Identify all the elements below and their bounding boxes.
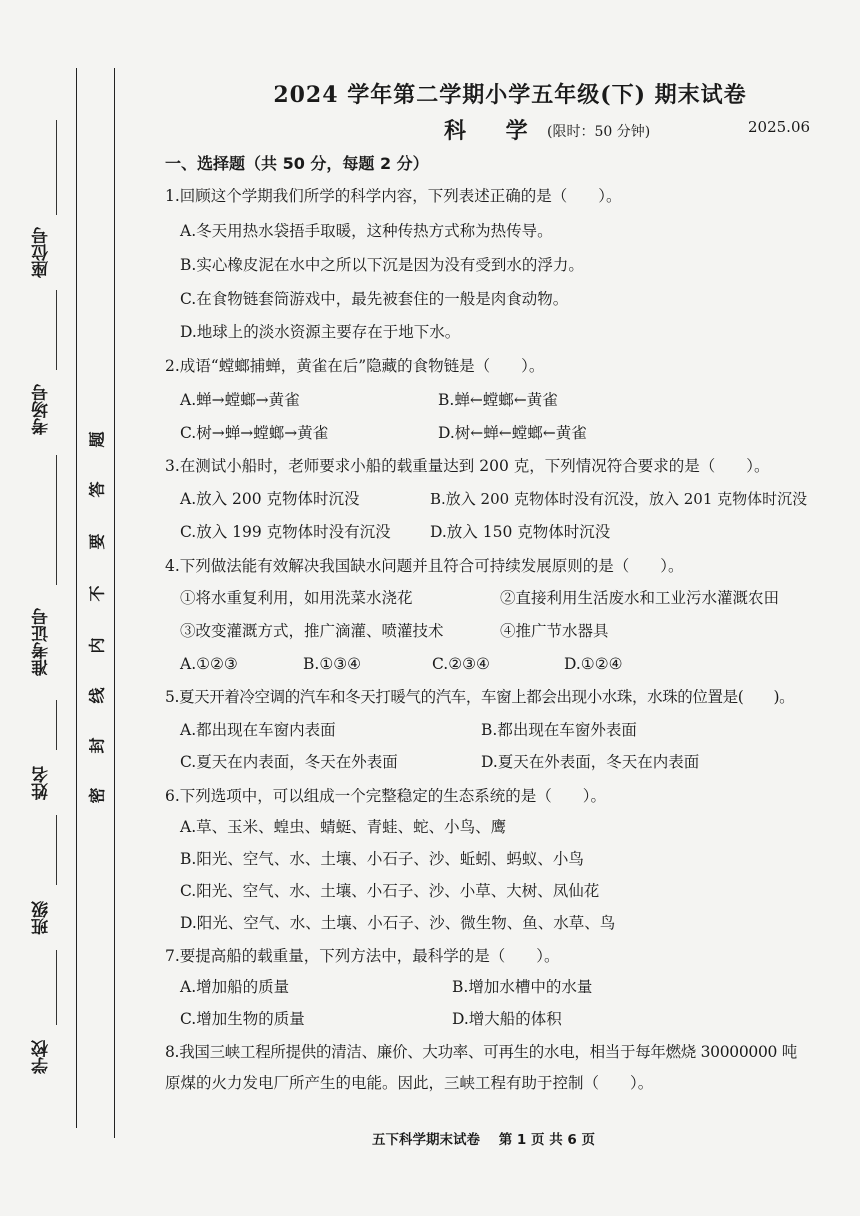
- question-3-option-c[interactable]: C.放入 199 克物体时没有沉没: [180, 523, 391, 541]
- seal-char-feng: 封: [87, 737, 107, 754]
- admission-number-field[interactable]: [22, 455, 62, 700]
- question-3-option-d[interactable]: D.放入 150 克物体时沉没: [430, 523, 611, 541]
- seat-number-label: 座位号: [32, 227, 52, 279]
- question-6-option-d[interactable]: D.阳光、空气、水、土壤、小石子、沙、微生物、鱼、水草、鸟: [180, 914, 616, 932]
- class-label: 班级: [32, 901, 52, 935]
- question-1-option-c[interactable]: C.在食物链套筒游戏中，最先被套住的一般是肉食动物。: [180, 290, 569, 308]
- seat-number-field[interactable]: [22, 120, 62, 290]
- school-field[interactable]: [22, 950, 62, 1080]
- binding-line-inner: [114, 68, 115, 1138]
- question-2-option-a[interactable]: A.蝉→螳螂→黄雀: [180, 391, 300, 409]
- binding-line-outer: [76, 68, 77, 1128]
- exam-title: 2024 学年第二学期小学五年级(下) 期末试卷: [273, 82, 747, 108]
- admission-number-label: 准考证号: [32, 608, 52, 677]
- seal-char-mi: 密: [87, 787, 107, 804]
- class-field[interactable]: [22, 815, 62, 945]
- question-3-option-a[interactable]: A.放入 200 克物体时沉没: [180, 490, 360, 508]
- question-4-option-b[interactable]: B.①③④: [303, 655, 362, 673]
- exam-date: 2025.06: [748, 118, 811, 136]
- question-1-option-b[interactable]: B.实心橡皮泥在水中之所以下沉是因为没有受到水的浮力。: [180, 256, 584, 274]
- question-5-option-d[interactable]: D.夏天在外表面，冬天在内表面: [481, 753, 700, 771]
- question-4-item-3: ③改变灌溉方式，推广滴灌、喷灌技术: [180, 622, 444, 640]
- question-7-option-a[interactable]: A.增加船的质量: [180, 978, 290, 996]
- question-7-stem: 7.要提高船的载重量，下列方法中，最科学的是（ ）。: [165, 947, 560, 965]
- school-label: 学校: [32, 1040, 52, 1075]
- question-7-option-c[interactable]: C.增加生物的质量: [180, 1010, 305, 1028]
- seat-number-blank[interactable]: [56, 120, 57, 215]
- question-4-item-4: ④推广节水器具: [500, 622, 609, 640]
- school-blank[interactable]: [56, 950, 57, 1025]
- question-3-stem: 3.在测试小船时，老师要求小船的载重量达到 200 克，下列情况符合要求的是（ ）。: [165, 457, 770, 475]
- name-blank[interactable]: [56, 700, 57, 750]
- subject-name: 科 学: [444, 118, 544, 144]
- question-1-option-a[interactable]: A.冬天用热水袋捂手取暖，这种传热方式称为热传导。: [180, 222, 553, 240]
- seal-char-bu: 不: [87, 585, 107, 602]
- class-blank[interactable]: [56, 815, 57, 885]
- question-5-option-b[interactable]: B.都出现在车窗外表面: [481, 721, 637, 739]
- question-4-stem: 4.下列做法能有效解决我国缺水问题并且符合可持续发展原则的是（ ）。: [165, 557, 684, 575]
- question-3-option-b[interactable]: B.放入 200 克物体时没有沉没，放入 201 克物体时沉没: [430, 490, 808, 508]
- question-2-option-c[interactable]: C.树→蝉→螳螂→黄雀: [180, 424, 329, 442]
- question-1-option-d[interactable]: D.地球上的淡水资源主要存在于地下水。: [180, 323, 461, 341]
- seal-char-ti: 题: [87, 431, 107, 448]
- footer-page-info: 第 1 页 共 6 页: [498, 1132, 595, 1148]
- exam-room-blank[interactable]: [56, 290, 57, 370]
- question-4-option-a[interactable]: A.①②③: [180, 655, 238, 673]
- page-footer: [372, 1128, 609, 1148]
- time-limit: (限时：50 分钟): [547, 124, 651, 140]
- footer-exam-name: 五下科学期末试卷: [372, 1132, 480, 1148]
- seal-char-nei: 内: [87, 637, 107, 654]
- seal-char-yao: 要: [87, 533, 107, 550]
- admission-number-blank[interactable]: [56, 455, 57, 585]
- name-field[interactable]: [22, 700, 62, 810]
- exam-room-field[interactable]: [22, 290, 62, 450]
- exam-room-label: 考场号: [32, 384, 52, 436]
- question-6-option-a[interactable]: A.草、玉米、蝗虫、蜻蜓、青蛙、蛇、小鸟、鹰: [180, 818, 507, 836]
- question-6-option-b[interactable]: B.阳光、空气、水、土壤、小石子、沙、蚯蚓、蚂蚁、小鸟: [180, 850, 584, 868]
- question-6-stem: 6.下列选项中，可以组成一个完整稳定的生态系统的是（ ）。: [165, 787, 607, 805]
- question-4-item-2: ②直接利用生活废水和工业污水灌溉农田: [500, 589, 780, 607]
- section-heading: 一、选择题（共 50 分，每题 2 分）: [165, 154, 429, 173]
- question-4-item-1: ①将水重复利用，如用洗菜水浇花: [180, 589, 413, 607]
- question-7-option-d[interactable]: D.增大船的体积: [452, 1010, 562, 1028]
- question-4-option-d[interactable]: D.①②④: [564, 655, 623, 673]
- question-2-option-d[interactable]: D.树←蝉←螳螂←黄雀: [438, 424, 587, 442]
- question-2-option-b[interactable]: B.蝉←螳螂←黄雀: [438, 391, 558, 409]
- question-5-stem: 5.夏天开着冷空调的汽车和冬天打暖气的汽车，车窗上都会出现小水珠，水珠的位置是( )。: [165, 688, 795, 706]
- question-1-stem: 1.回顾这个学期我们所学的科学内容，下列表述正确的是（ ）。: [165, 187, 622, 205]
- seal-char-xian: 线: [87, 687, 107, 704]
- question-8-stem-line-1: 8.我国三峡工程所提供的清洁、廉价、大功率、可再生的水电，相当于每年燃烧 30000000 吨: [165, 1043, 797, 1061]
- name-label: 姓名: [32, 766, 52, 800]
- question-2-stem: 2.成语“螳螂捕蝉，黄雀在后”隐藏的食物链是（ ）。: [165, 357, 545, 375]
- question-8-stem-line-2: 原煤的火力发电厂所产生的电能。因此，三峡工程有助于控制（ ）。: [165, 1074, 654, 1092]
- question-5-option-a[interactable]: A.都出现在车窗内表面: [180, 721, 336, 739]
- question-5-option-c[interactable]: C.夏天在内表面，冬天在外表面: [180, 753, 398, 771]
- question-6-option-c[interactable]: C.阳光、空气、水、土壤、小石子、沙、小草、大树、凤仙花: [180, 882, 600, 900]
- seal-char-da: 答: [87, 481, 107, 498]
- question-4-option-c[interactable]: C.②③④: [432, 655, 490, 673]
- question-7-option-b[interactable]: B.增加水槽中的水量: [452, 978, 593, 996]
